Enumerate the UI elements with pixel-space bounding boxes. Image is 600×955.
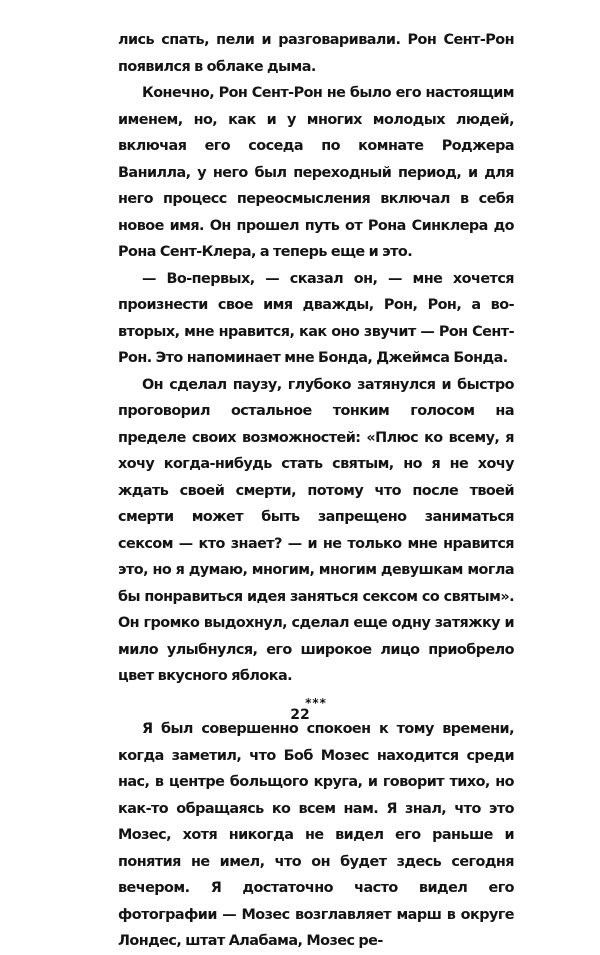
- body-text: [118, 27, 514, 955]
- paragraph-continued: лись спать, пели и разговаривали. Рон Сент-Рон появился в облаке дыма.: [118, 32, 514, 75]
- section-separator: ***: [305, 695, 327, 710]
- page-number: 22: [290, 707, 310, 723]
- paragraph: Конечно, Рон Сент-Рон не было его настоящим именем, но, как и у многих молодых людей, включая его соседа по комнате Роджера Ванилла, у него был переходный период, и для него процесс переосмысления включал в себя новое имя. Он прошел путь от Рона Синклера до Рона Сент-Клера, а теперь еще и это.: [118, 85, 514, 260]
- paragraph: Я был совершенно спокоен к тому времени, когда заметил, что Боб Мозес находится среди нас, в центре больщого круга, и говорит тихо, но как-то обращаясь ко всем нам. Я знал, что это Мозес, хотя никогда не видел его раньше и понятия не имел, что он будет здесь сегодня вечером. Я достаточно часто видел его фотографии — Мозес возглавляет марш в округе Лондес, штат Алабама, Мозес ре-: [118, 721, 514, 949]
- paragraph: Он сделал паузу, глубоко затянулся и быстро проговорил остальное тонким голосом на пределе своих возможностей: «Плюс ко всему, я хочу когда-нибудь стать святым, но я не хочу ждать своей смерти, потому что после твоей смерти может быть запрещено заниматься сексом — кто знает? — и не только мне нравится это, но я думаю, многим, многим девушкам могла бы понравиться идея заняться сексом со святым». Он громко выдохнул, сделал еще одну затяжку и мило улыбнулся, его широкое лицо приобрело цвет вкусного яблока.: [118, 376, 514, 684]
- paragraph-dialogue: — Во-первых, — сказал он, — мне хочется произнести свое имя дважды, Рон, Рон, а во-вторых, мне нравится, как оно звучит — Рон Сент-Рон. Это напоминает мне Бонда, Джеймса Бонда.: [118, 270, 514, 366]
